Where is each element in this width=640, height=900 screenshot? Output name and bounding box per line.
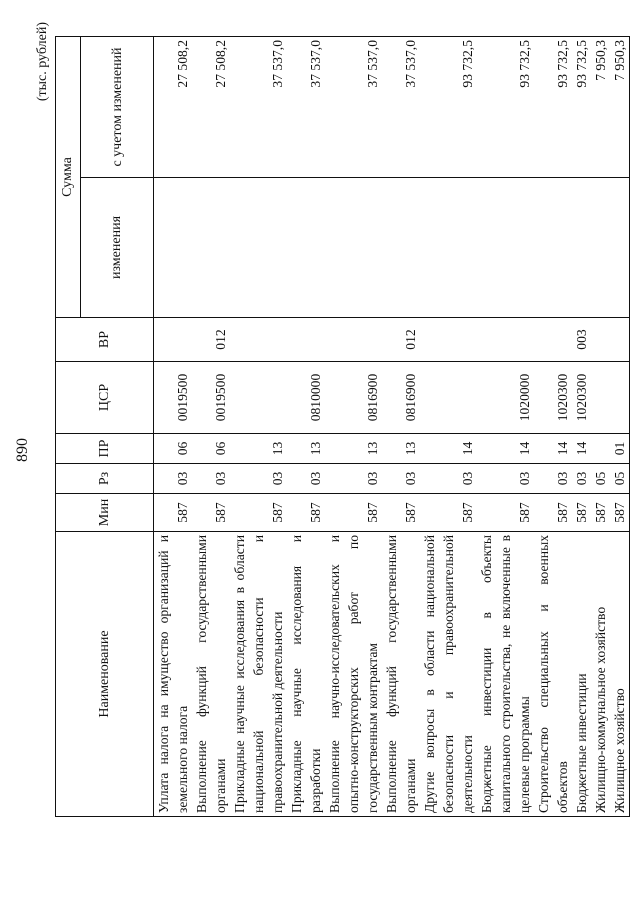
cell-csr	[230, 362, 287, 434]
cell-rz: 03	[192, 464, 230, 494]
cell-with-changes: 93 732,5	[572, 37, 591, 178]
cell-vr: 012	[382, 318, 420, 362]
cell-pr: 13	[287, 434, 325, 464]
cell-pr: 14	[534, 434, 572, 464]
cell-rz: 05	[610, 464, 630, 494]
cell-with-changes: 93 732,5	[420, 37, 477, 178]
cell-csr	[610, 362, 630, 434]
cell-min: 587	[534, 494, 572, 532]
cell-name: Прикладные научные исследования и разработки	[287, 532, 325, 817]
cell-min: 587	[420, 494, 477, 532]
cell-vr	[420, 318, 477, 362]
table-body	[154, 37, 630, 817]
cell-csr: 0816900	[382, 362, 420, 434]
cell-name: Прикладные научные исследования в области национальной безопасности и правоохранительной деятельности	[230, 532, 287, 817]
header-vr: ВР	[56, 318, 154, 362]
cell-name: Другие вопросы в области национальной безопасности и правоохранительной деятельности	[420, 532, 477, 817]
cell-pr: 14	[477, 434, 534, 464]
cell-min: 587	[325, 494, 382, 532]
cell-changes	[591, 178, 610, 318]
cell-name: Бюджетные инвестиции	[572, 532, 591, 817]
cell-with-changes: 37 537,0	[287, 37, 325, 178]
cell-pr: 13	[230, 434, 287, 464]
cell-vr	[477, 318, 534, 362]
cell-vr	[325, 318, 382, 362]
header-min: Мин	[56, 494, 154, 532]
cell-pr: 13	[325, 434, 382, 464]
cell-rz: 03	[534, 464, 572, 494]
cell-name: Жилищно-коммунальное хозяйство	[591, 532, 610, 817]
cell-csr	[420, 362, 477, 434]
cell-min: 587	[154, 494, 193, 532]
cell-csr: 0019500	[154, 362, 193, 434]
cell-name: Бюджетные инвестиции в объекты капитального строительства, не включенные в целевые программы	[477, 532, 534, 817]
header-name: Наименование	[56, 532, 154, 817]
table-row	[610, 37, 630, 817]
cell-changes	[230, 178, 287, 318]
table-row	[325, 37, 382, 817]
cell-with-changes: 7 950,3	[591, 37, 610, 178]
table-row	[192, 37, 230, 817]
cell-pr: 14	[420, 434, 477, 464]
cell-pr: 06	[192, 434, 230, 464]
cell-csr: 0810000	[287, 362, 325, 434]
cell-csr	[591, 362, 610, 434]
cell-changes	[154, 178, 193, 318]
cell-min: 587	[610, 494, 630, 532]
cell-rz: 03	[572, 464, 591, 494]
cell-rz: 03	[287, 464, 325, 494]
cell-changes	[287, 178, 325, 318]
header-csr: ЦСР	[56, 362, 154, 434]
cell-changes	[192, 178, 230, 318]
cell-changes	[610, 178, 630, 318]
table-row	[230, 37, 287, 817]
cell-min: 587	[477, 494, 534, 532]
cell-rz: 05	[591, 464, 610, 494]
cell-vr	[154, 318, 193, 362]
cell-min: 587	[572, 494, 591, 532]
cell-with-changes: 27 508,2	[192, 37, 230, 178]
cell-changes	[534, 178, 572, 318]
table-row	[154, 37, 193, 817]
cell-changes	[382, 178, 420, 318]
table-row	[591, 37, 610, 817]
cell-with-changes: 37 537,0	[230, 37, 287, 178]
cell-vr	[534, 318, 572, 362]
header-row-1	[56, 37, 81, 817]
cell-csr: 0019500	[192, 362, 230, 434]
cell-min: 587	[230, 494, 287, 532]
cell-name: Выполнение научно-исследовательских и опытно-конструкторских работ по государственным контрактам	[325, 532, 382, 817]
table-row	[287, 37, 325, 817]
cell-min: 587	[287, 494, 325, 532]
cell-rz: 03	[477, 464, 534, 494]
budget-table	[55, 36, 630, 817]
cell-changes	[325, 178, 382, 318]
cell-vr: 003	[572, 318, 591, 362]
cell-vr	[591, 318, 610, 362]
cell-with-changes: 93 732,5	[534, 37, 572, 178]
cell-rz: 03	[230, 464, 287, 494]
cell-vr: 012	[192, 318, 230, 362]
cell-name: Строительство специальных и военных объектов	[534, 532, 572, 817]
cell-pr: 13	[382, 434, 420, 464]
cell-vr	[230, 318, 287, 362]
cell-pr: 01	[610, 434, 630, 464]
header-changes: изменения	[81, 178, 154, 318]
cell-csr: 0816900	[325, 362, 382, 434]
cell-min: 587	[591, 494, 610, 532]
header-sum: Сумма	[56, 37, 81, 318]
table-row	[420, 37, 477, 817]
header-rz: Рз	[56, 464, 154, 494]
table-row	[534, 37, 572, 817]
unit-note: (тыс. рублей)	[35, 22, 50, 102]
cell-min: 587	[192, 494, 230, 532]
cell-pr: 14	[572, 434, 591, 464]
cell-csr: 1020000	[477, 362, 534, 434]
cell-csr: 1020300	[534, 362, 572, 434]
table-row	[382, 37, 420, 817]
cell-with-changes: 37 537,0	[325, 37, 382, 178]
cell-name: Уплата налога на имущество организаций и земельного налога	[154, 532, 193, 817]
cell-with-changes: 7 950,3	[610, 37, 630, 178]
cell-name: Выполнение функций государственными органами	[192, 532, 230, 817]
page-number: 890	[14, 438, 31, 462]
cell-vr	[610, 318, 630, 362]
cell-name: Жилищное хозяйство	[610, 532, 630, 817]
cell-rz: 03	[382, 464, 420, 494]
cell-with-changes: 27 508,2	[154, 37, 193, 178]
cell-rz: 03	[325, 464, 382, 494]
cell-pr: 06	[154, 434, 193, 464]
table-row	[477, 37, 534, 817]
cell-changes	[572, 178, 591, 318]
cell-vr	[287, 318, 325, 362]
cell-pr	[591, 434, 610, 464]
cell-rz: 03	[420, 464, 477, 494]
table-row	[572, 37, 591, 817]
cell-rz: 03	[154, 464, 193, 494]
header-pr: ПР	[56, 434, 154, 464]
cell-csr: 1020300	[572, 362, 591, 434]
cell-with-changes: 37 537,0	[382, 37, 420, 178]
cell-changes	[420, 178, 477, 318]
cell-min: 587	[382, 494, 420, 532]
header-with-changes: с учетом изменений	[81, 37, 154, 178]
cell-changes	[477, 178, 534, 318]
cell-with-changes: 93 732,5	[477, 37, 534, 178]
cell-name: Выполнение функций государственными органами	[382, 532, 420, 817]
